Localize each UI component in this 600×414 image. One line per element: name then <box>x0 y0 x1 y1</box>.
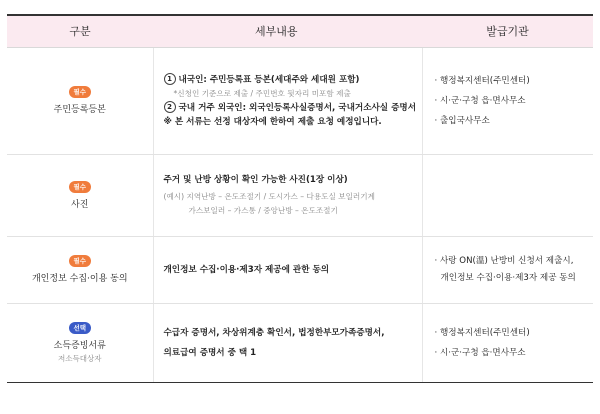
table-row <box>7 236 593 303</box>
circled-number-icon: 2 <box>164 101 176 113</box>
table-row <box>7 303 593 382</box>
row-details <box>153 236 422 303</box>
detail-notice: ※ 본 서류는 선정 대상자에 한하여 제출 요청 예정입니다. <box>163 116 382 127</box>
optional-badge: 선택 <box>69 322 91 334</box>
detail-line: 1 내국인: 주민등록표 등본(세대주와 세대원 포함) <box>164 73 422 87</box>
agency-item: · 시·군·구청 읍·면사무소 <box>434 347 526 358</box>
detail-example: 가스보일러 – 가스통 / 중앙난방 – 온도조절기 <box>188 205 338 215</box>
header-category: 구분 <box>7 15 153 47</box>
documents-table-wrapper <box>7 14 593 383</box>
required-badge: 필수 <box>69 181 91 193</box>
table-header-row <box>7 15 593 47</box>
required-badge: 필수 <box>69 86 91 98</box>
row-category <box>7 303 153 382</box>
category-subtitle: 저소득대상자 <box>58 353 102 363</box>
row-agency <box>422 303 593 382</box>
category-name: 소득증빙서류 <box>53 340 106 351</box>
row-agency <box>422 47 593 154</box>
agency-item: · 시·군·구청 읍·면사무소 <box>434 95 526 106</box>
detail-example: (예시) 지역난방 – 온도조절기 / 도시가스 – 다용도실 보일러기계 <box>163 191 375 201</box>
row-details <box>153 154 422 236</box>
agency-item: · 행정복지센터(주민센터) <box>434 327 530 338</box>
row-details <box>153 303 422 382</box>
table-row <box>7 47 593 154</box>
row-agency <box>422 236 593 303</box>
agency-item: 개인정보 수집·이용·제3자 제공 동의 <box>440 272 576 283</box>
detail-line: 수급자 증명서, 차상위계층 확인서, 법정한부모가족증명서, <box>163 327 385 338</box>
category-name: 사진 <box>71 199 89 210</box>
agency-item: · 사랑 ON(溫) 난방비 신청서 제출시, <box>434 255 574 266</box>
table-row <box>7 154 593 236</box>
category-name: 개인정보 수집·이용 동의 <box>31 274 128 284</box>
row-category <box>7 47 153 154</box>
category-name: 주민등록등본 <box>53 105 106 115</box>
detail-line: 개인정보 수집·이용·제3자 제공에 관한 동의 <box>163 264 330 275</box>
detail-line: 주거 및 난방 상황이 확인 가능한 사진(1장 이상) <box>163 174 348 185</box>
detail-line: 2 국내 거주 외국인: 외국인등록사실증명서, 국내거소사실 증명서 <box>164 101 422 115</box>
detail-note: *신청인 기준으로 제출 / 주민번호 뒷자리 미포함 제출 <box>173 88 351 98</box>
agency-item: · 행정복지센터(주민센터) <box>434 75 530 86</box>
row-category <box>7 236 153 303</box>
row-agency <box>422 154 593 236</box>
agency-item: · 출입국사무소 <box>434 115 490 126</box>
header-agency: 발급기관 <box>422 15 593 47</box>
circled-number-icon: 1 <box>164 73 176 85</box>
required-badge: 필수 <box>69 255 91 267</box>
documents-table <box>7 14 593 383</box>
row-details <box>153 47 422 154</box>
detail-line: 의료급여 증명서 중 택 1 <box>163 347 257 358</box>
header-details: 세부내용 <box>153 15 422 47</box>
row-category <box>7 154 153 236</box>
